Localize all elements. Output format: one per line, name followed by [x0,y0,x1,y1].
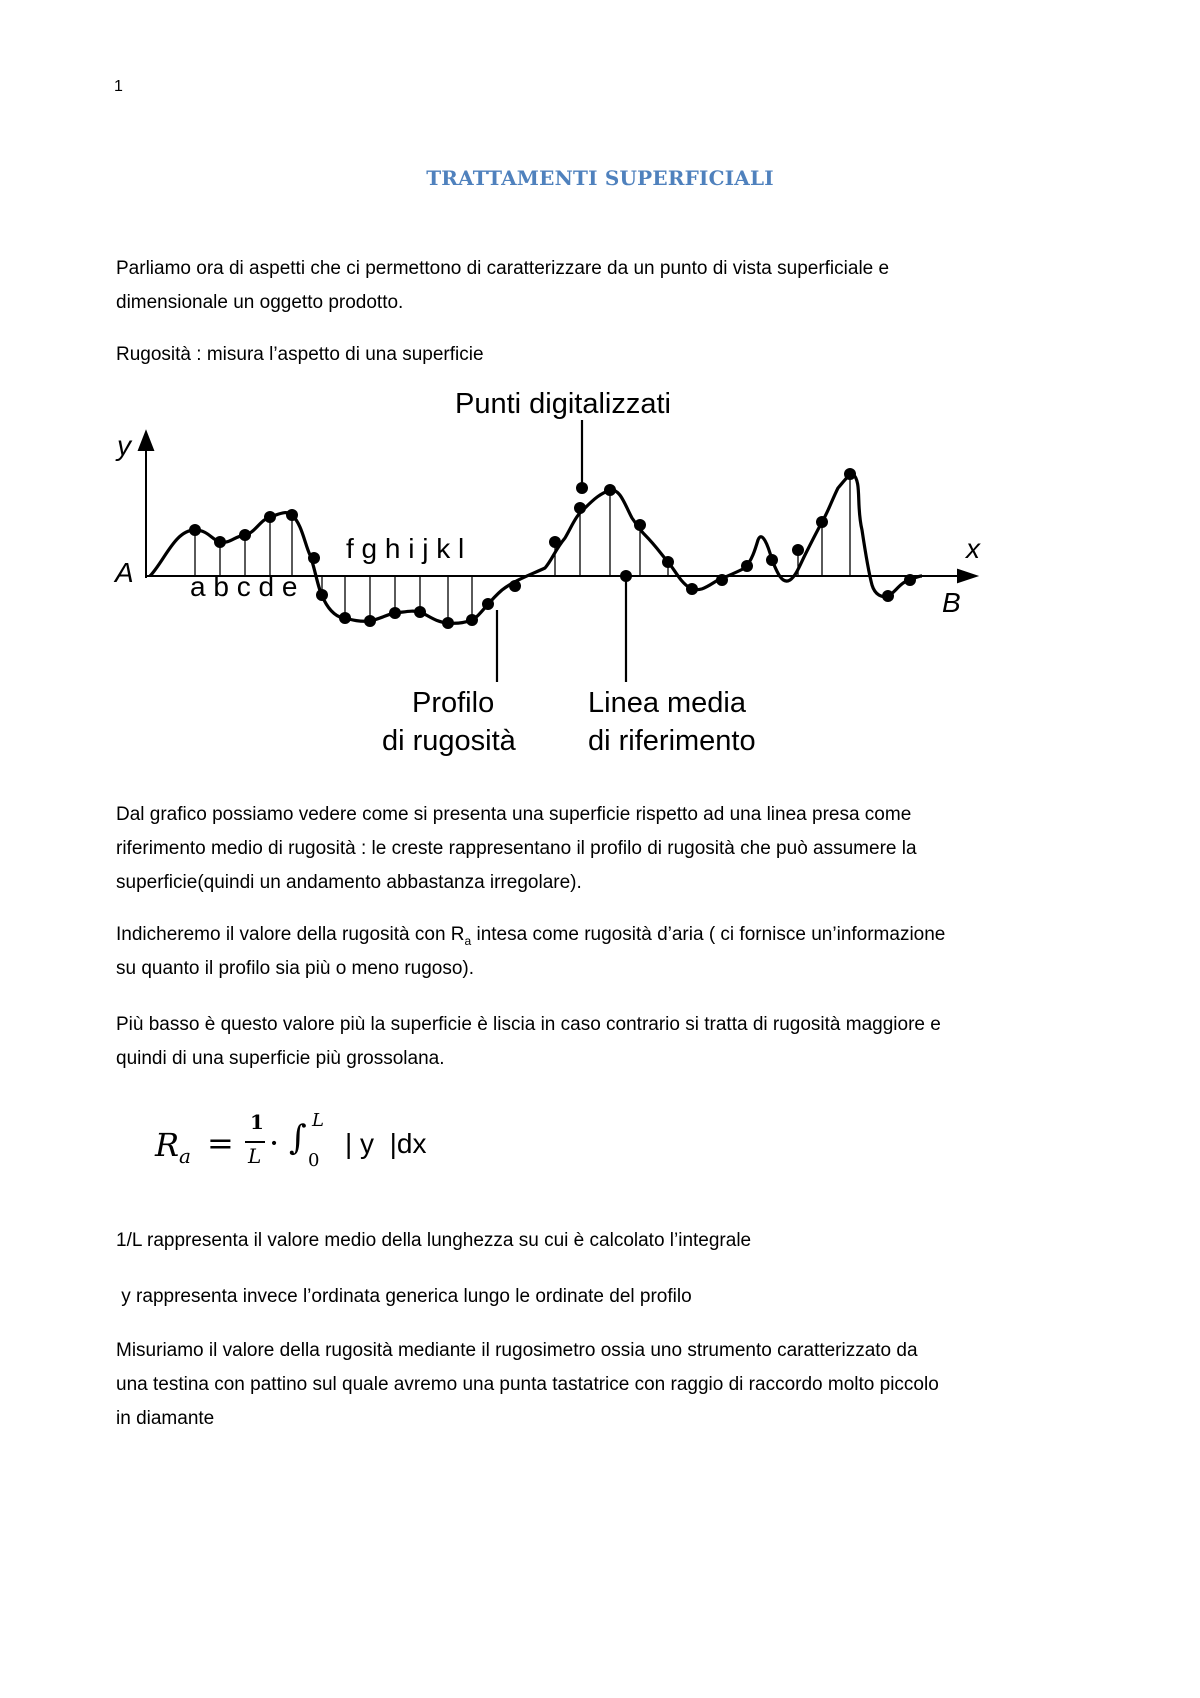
page-number: 1 [114,78,123,95]
point-marker [792,544,804,556]
graph-desc-line-3: superficie(quindi un andamento abbastanza irregolare). [116,872,582,893]
point-marker [686,583,698,595]
y-axis-arrow-icon [139,432,153,450]
integral-lower-limit: 0 [308,1150,320,1171]
point-b-label: B [942,587,961,618]
point-marker [741,560,753,572]
label-profilo-1: Profilo [412,687,495,719]
fraction-bar [245,1141,265,1143]
ra-description [116,918,1101,986]
point-marker [239,529,251,541]
lower-value-line-2: quindi di una superficie più grossolana. [116,1048,445,1069]
document-title: TRATTAMENTI SUPERFICIALI [426,166,774,190]
point-marker [620,570,632,582]
x-axis-label: x [966,533,980,564]
point-marker [189,524,201,536]
ra-desc-part-2: intesa come rugosità d’aria ( ci fornisce un’informazione [471,924,946,945]
formula-body: | y |dx [345,1128,427,1159]
point-marker [716,574,728,586]
explain-1-over-l: 1/L rappresenta il valore medio della lunghezza su cui è calcolato l’integrale [116,1230,752,1251]
point-marker [339,612,351,624]
formula-equals: = [207,1124,234,1162]
point-marker [844,468,856,480]
integral-icon: ∫ [289,1118,307,1158]
explain-y: y rappresenta invece l’ordinata generica lungo le ordinate del profilo [116,1286,692,1307]
graph-desc-line-2: riferimento medio di rugosità : le creste rappresentano il profilo di rugosità che può assumere la [116,838,917,859]
rugosita-definition: Rugosità : misura l’aspetto di una superficie [116,344,484,365]
intro-paragraph [116,252,1101,320]
point-marker [264,511,276,523]
lower-value-paragraph [116,1008,1101,1076]
formula-r-subscript: a [179,1144,191,1168]
point-marker [286,509,298,521]
graph-desc-line-1: Dal grafico possiamo vedere come si presenta una superficie rispetto ad una linea presa come [116,804,912,825]
label-profilo-2: di rugosità [382,725,516,757]
integral-upper-limit: L [312,1110,324,1131]
rugosimetro-line-3: in diamante [116,1408,215,1429]
point-a-label: A [115,557,134,588]
point-marker [316,589,328,601]
point-marker [466,614,478,626]
ra-desc-line-2: su quanto il profilo sia più o meno rugoso). [116,958,475,979]
formula-r: R [155,1126,180,1164]
point-marker [364,615,376,627]
label-punti-digitalizzati: Punti digitalizzati [455,390,671,420]
point-marker [308,552,320,564]
graph-description [116,798,1101,900]
formula-dot: · [269,1124,280,1162]
intro-line-1: Parliamo ora di aspetti che ci permettono di caratterizzare da un punto di vista superficiale e [116,258,890,279]
point-marker [634,519,646,531]
formula-numerator: 1 [250,1110,264,1134]
ra-desc-part-1: Indicheremo il valore della rugosità con R [116,924,465,945]
label-linea-1: Linea media [588,687,746,719]
roughness-profile-figure [110,390,1010,770]
point-marker [549,536,561,548]
rugosimetro-paragraph [116,1334,1101,1436]
x-axis-arrow-icon [958,570,976,582]
letters-abcde: a b c d e [190,571,298,602]
point-marker [816,516,828,528]
point-marker [574,502,586,514]
y-axis-label: y [117,430,131,461]
rugosimetro-line-2: una testina con pattino sul quale avremo una punta tastatrice con raggio di raccordo molto piccolo [116,1374,939,1395]
point-marker [442,617,454,629]
lower-value-line-1: Più basso è questo valore più la superficie è liscia in caso contrario si tratta di rugosità maggiore e [116,1014,941,1035]
point-marker [904,574,916,586]
pointer-lines [497,420,626,682]
point-marker [214,536,226,548]
label-linea-2: di riferimento [588,725,756,757]
rugosimetro-line-1: Misuriamo il valore della rugosità mediante il rugosimetro ossia uno strumento caratterizzato da [116,1340,918,1361]
point-marker [604,484,616,496]
letters-fghijkl: f g h i j k l [346,533,465,564]
point-marker [882,590,894,602]
point-marker [414,606,426,618]
formula-denominator: L [248,1144,262,1168]
point-marker [766,554,778,566]
point-marker [509,580,521,592]
point-marker [576,482,588,494]
ra-subscript: a [464,933,472,948]
point-marker [482,598,494,610]
intro-line-2: dimensionale un oggetto prodotto. [116,292,404,313]
ra-formula [155,1108,475,1178]
point-marker [662,556,674,568]
point-marker [389,607,401,619]
